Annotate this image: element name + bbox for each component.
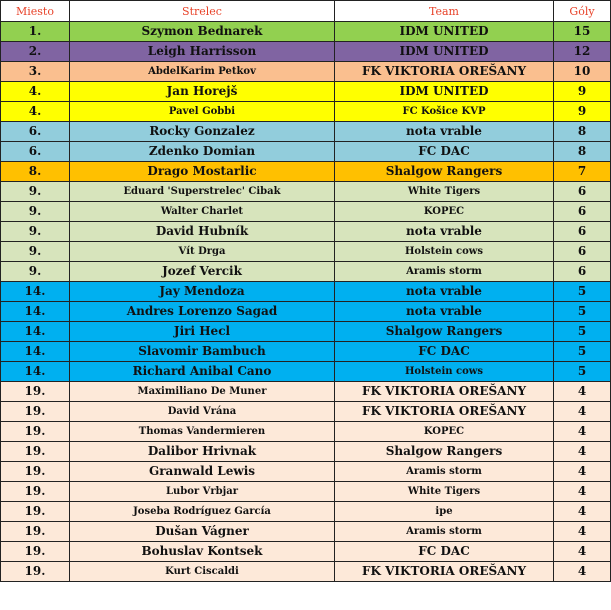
rank-cell: 6. bbox=[1, 122, 70, 142]
header-goals: Góly bbox=[554, 1, 611, 22]
goals-cell: 5 bbox=[554, 342, 611, 362]
scorer-name-cell: Thomas Vandermieren bbox=[70, 422, 335, 442]
goals-cell: 4 bbox=[554, 402, 611, 422]
table-row bbox=[1, 162, 611, 182]
table-row bbox=[1, 322, 611, 342]
scorer-name-cell: Walter Charlet bbox=[70, 202, 335, 222]
team-name-cell: Shalgow Rangers bbox=[335, 162, 554, 182]
table-row bbox=[1, 302, 611, 322]
goals-cell: 9 bbox=[554, 102, 611, 122]
rank-cell: 14. bbox=[1, 282, 70, 302]
table-row bbox=[1, 462, 611, 482]
rank-cell: 4. bbox=[1, 102, 70, 122]
table-row bbox=[1, 242, 611, 262]
team-name-cell: KOPEC bbox=[335, 202, 554, 222]
rank-cell: 19. bbox=[1, 422, 70, 442]
goals-cell: 5 bbox=[554, 302, 611, 322]
team-name-cell: FC DAC bbox=[335, 142, 554, 162]
team-name-cell: Shalgow Rangers bbox=[335, 322, 554, 342]
scorer-name-cell: Kurt Ciscaldi bbox=[70, 562, 335, 582]
rank-cell: 4. bbox=[1, 82, 70, 102]
table-row bbox=[1, 442, 611, 462]
team-name-cell: White Tigers bbox=[335, 482, 554, 502]
goals-cell: 4 bbox=[554, 422, 611, 442]
team-name-cell: FK VIKTORIA OREŠANY bbox=[335, 562, 554, 582]
team-name-cell: nota vrable bbox=[335, 222, 554, 242]
header-rank: Miesto bbox=[1, 1, 70, 22]
scorer-name-cell: Slavomir Bambuch bbox=[70, 342, 335, 362]
goals-cell: 6 bbox=[554, 202, 611, 222]
scorer-name-cell: Pavel Gobbi bbox=[70, 102, 335, 122]
goals-cell: 4 bbox=[554, 462, 611, 482]
table-row bbox=[1, 122, 611, 142]
table-row bbox=[1, 282, 611, 302]
goals-cell: 12 bbox=[554, 42, 611, 62]
scorer-name-cell: Granwald Lewis bbox=[70, 462, 335, 482]
team-name-cell: FK VIKTORIA OREŠANY bbox=[335, 382, 554, 402]
table-row bbox=[1, 142, 611, 162]
goals-cell: 4 bbox=[554, 522, 611, 542]
scorer-name-cell: Eduard 'Superstrelec' Cibak bbox=[70, 182, 335, 202]
team-name-cell: nota vrable bbox=[335, 302, 554, 322]
table-row bbox=[1, 562, 611, 582]
scorer-name-cell: AbdelKarim Petkov bbox=[70, 62, 335, 82]
goals-cell: 6 bbox=[554, 182, 611, 202]
scorer-name-cell: Jozef Vercik bbox=[70, 262, 335, 282]
goals-cell: 5 bbox=[554, 362, 611, 382]
rank-cell: 19. bbox=[1, 522, 70, 542]
goals-cell: 5 bbox=[554, 322, 611, 342]
rank-cell: 6. bbox=[1, 142, 70, 162]
table-row bbox=[1, 102, 611, 122]
rank-cell: 19. bbox=[1, 562, 70, 582]
scorer-name-cell: Andres Lorenzo Sagad bbox=[70, 302, 335, 322]
team-name-cell: FC Košice KVP bbox=[335, 102, 554, 122]
scorer-name-cell: Zdenko Domian bbox=[70, 142, 335, 162]
table-row bbox=[1, 182, 611, 202]
scorer-name-cell: Drago Mostarlic bbox=[70, 162, 335, 182]
scorer-name-cell: Szymon Bednarek bbox=[70, 22, 335, 42]
goals-cell: 4 bbox=[554, 542, 611, 562]
team-name-cell: FK VIKTORIA OREŠANY bbox=[335, 62, 554, 82]
goals-cell: 7 bbox=[554, 162, 611, 182]
goals-cell: 15 bbox=[554, 22, 611, 42]
goals-cell: 10 bbox=[554, 62, 611, 82]
rank-cell: 14. bbox=[1, 362, 70, 382]
goals-cell: 4 bbox=[554, 482, 611, 502]
scorer-name-cell: David Hubník bbox=[70, 222, 335, 242]
scorer-name-cell: Vít Drga bbox=[70, 242, 335, 262]
table-row bbox=[1, 222, 611, 242]
table-row bbox=[1, 542, 611, 562]
team-name-cell: Aramis storm bbox=[335, 262, 554, 282]
table-body bbox=[1, 22, 611, 582]
scorer-name-cell: David Vrána bbox=[70, 402, 335, 422]
table-row bbox=[1, 522, 611, 542]
scorer-name-cell: Joseba Rodríguez García bbox=[70, 502, 335, 522]
table-row bbox=[1, 382, 611, 402]
team-name-cell: FC DAC bbox=[335, 342, 554, 362]
table-row bbox=[1, 82, 611, 102]
team-name-cell: Aramis storm bbox=[335, 522, 554, 542]
team-name-cell: FC DAC bbox=[335, 542, 554, 562]
scorer-name-cell: Maximiliano De Muner bbox=[70, 382, 335, 402]
header-scorer: Strelec bbox=[70, 1, 335, 22]
rank-cell: 19. bbox=[1, 502, 70, 522]
rank-cell: 9. bbox=[1, 262, 70, 282]
scorer-name-cell: Rocky Gonzalez bbox=[70, 122, 335, 142]
table-row bbox=[1, 42, 611, 62]
scorer-name-cell: Jan Horejš bbox=[70, 82, 335, 102]
scorer-name-cell: Dalibor Hrivnak bbox=[70, 442, 335, 462]
header-team: Team bbox=[335, 1, 554, 22]
team-name-cell: Shalgow Rangers bbox=[335, 442, 554, 462]
goals-cell: 9 bbox=[554, 82, 611, 102]
team-name-cell: ipe bbox=[335, 502, 554, 522]
goals-cell: 6 bbox=[554, 242, 611, 262]
scorer-name-cell: Dušan Vágner bbox=[70, 522, 335, 542]
goals-cell: 4 bbox=[554, 562, 611, 582]
table-row bbox=[1, 202, 611, 222]
rank-cell: 19. bbox=[1, 382, 70, 402]
scorer-name-cell: Richard Anibal Cano bbox=[70, 362, 335, 382]
rank-cell: 9. bbox=[1, 242, 70, 262]
goals-cell: 5 bbox=[554, 282, 611, 302]
scorer-name-cell: Leigh Harrisson bbox=[70, 42, 335, 62]
table-row bbox=[1, 402, 611, 422]
team-name-cell: Holstein cows bbox=[335, 242, 554, 262]
header-row bbox=[1, 1, 611, 22]
team-name-cell: nota vrable bbox=[335, 122, 554, 142]
rank-cell: 19. bbox=[1, 402, 70, 422]
team-name-cell: KOPEC bbox=[335, 422, 554, 442]
goals-cell: 6 bbox=[554, 262, 611, 282]
team-name-cell: FK VIKTORIA OREŠANY bbox=[335, 402, 554, 422]
goals-cell: 8 bbox=[554, 122, 611, 142]
rank-cell: 19. bbox=[1, 482, 70, 502]
scorer-name-cell: Lubor Vrbjar bbox=[70, 482, 335, 502]
table-row bbox=[1, 342, 611, 362]
rank-cell: 1. bbox=[1, 22, 70, 42]
goals-cell: 4 bbox=[554, 382, 611, 402]
table-row bbox=[1, 62, 611, 82]
table-row bbox=[1, 422, 611, 442]
rank-cell: 2. bbox=[1, 42, 70, 62]
table-row bbox=[1, 22, 611, 42]
goals-cell: 6 bbox=[554, 222, 611, 242]
goals-cell: 4 bbox=[554, 442, 611, 462]
scorer-name-cell: Bohuslav Kontsek bbox=[70, 542, 335, 562]
team-name-cell: nota vrable bbox=[335, 282, 554, 302]
rank-cell: 9. bbox=[1, 222, 70, 242]
rank-cell: 19. bbox=[1, 462, 70, 482]
team-name-cell: IDM UNITED bbox=[335, 42, 554, 62]
team-name-cell: White Tigers bbox=[335, 182, 554, 202]
rank-cell: 14. bbox=[1, 322, 70, 342]
rank-cell: 19. bbox=[1, 542, 70, 562]
rank-cell: 14. bbox=[1, 302, 70, 322]
rank-cell: 9. bbox=[1, 202, 70, 222]
goals-cell: 4 bbox=[554, 502, 611, 522]
rank-cell: 14. bbox=[1, 342, 70, 362]
team-name-cell: Aramis storm bbox=[335, 462, 554, 482]
table-row bbox=[1, 262, 611, 282]
table-row bbox=[1, 362, 611, 382]
scorer-name-cell: Jay Mendoza bbox=[70, 282, 335, 302]
team-name-cell: IDM UNITED bbox=[335, 22, 554, 42]
table-row bbox=[1, 482, 611, 502]
table-row bbox=[1, 502, 611, 522]
team-name-cell: IDM UNITED bbox=[335, 82, 554, 102]
team-name-cell: Holstein cows bbox=[335, 362, 554, 382]
rank-cell: 19. bbox=[1, 442, 70, 462]
rank-cell: 9. bbox=[1, 182, 70, 202]
goals-cell: 8 bbox=[554, 142, 611, 162]
rank-cell: 3. bbox=[1, 62, 70, 82]
scorer-name-cell: Jiri Hecl bbox=[70, 322, 335, 342]
rank-cell: 8. bbox=[1, 162, 70, 182]
